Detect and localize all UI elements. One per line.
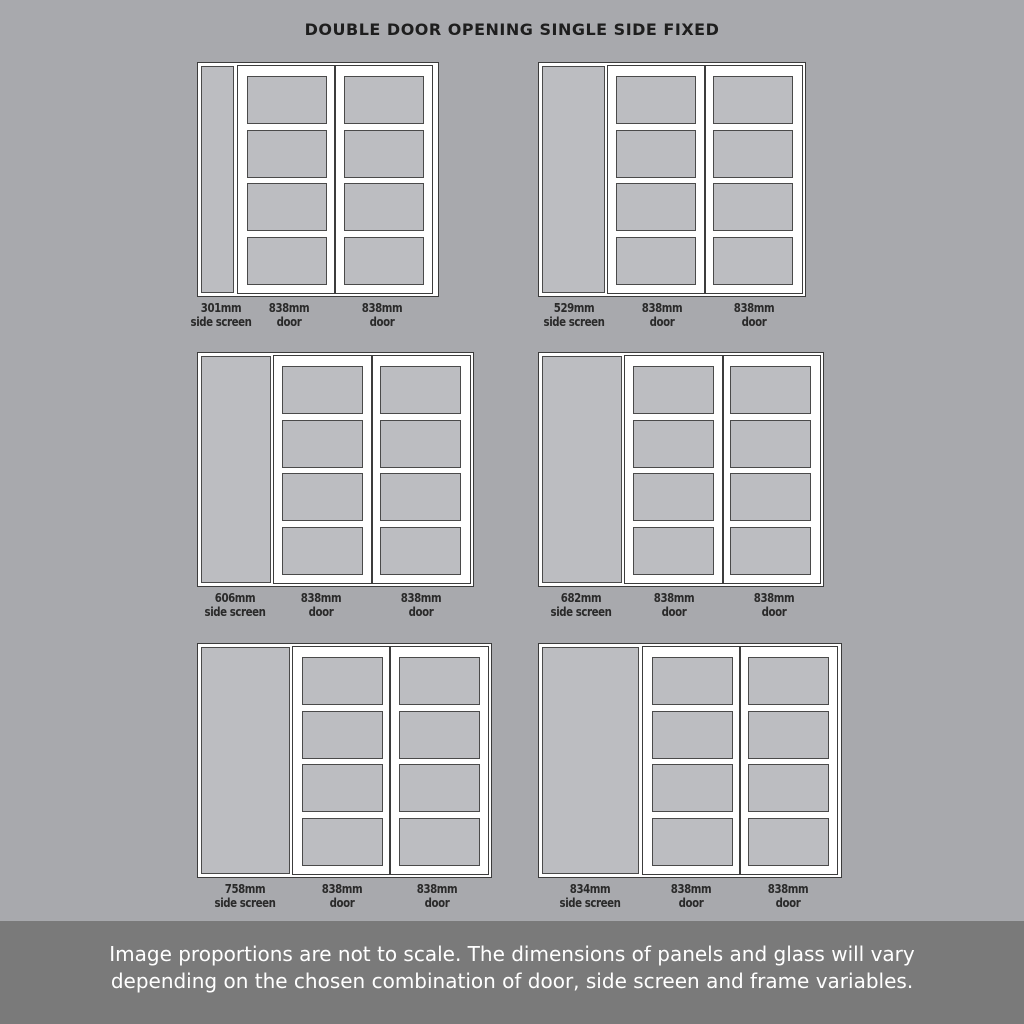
glass-pane bbox=[616, 76, 696, 124]
door-left bbox=[624, 355, 723, 584]
glass-pane bbox=[302, 657, 383, 705]
door-right-label: 838mm door bbox=[753, 591, 795, 619]
glass-pane bbox=[633, 366, 714, 414]
side-screen-glass bbox=[201, 356, 271, 583]
page-title: DOUBLE DOOR OPENING SINGLE SIDE FIXED bbox=[304, 20, 720, 39]
door-right-label: 838mm door bbox=[416, 882, 458, 910]
glass-pane bbox=[713, 237, 793, 285]
config-301-side-screen bbox=[190, 62, 439, 329]
glass-pane bbox=[730, 366, 811, 414]
glass-pane bbox=[302, 711, 383, 759]
door-right bbox=[740, 646, 838, 875]
side-screen-label: 682mm side screen bbox=[550, 591, 612, 619]
door-left-label: 838mm door bbox=[670, 882, 712, 910]
config-758-side-screen bbox=[197, 643, 492, 910]
glass-pane bbox=[247, 76, 327, 124]
door-right-label: 838mm door bbox=[400, 591, 442, 619]
side-screen-glass bbox=[542, 356, 622, 583]
door-right bbox=[705, 65, 803, 294]
door-left bbox=[237, 65, 335, 294]
config-606-side-screen bbox=[197, 352, 474, 619]
door-right bbox=[335, 65, 433, 294]
door-left-label: 838mm door bbox=[300, 591, 342, 619]
glass-pane bbox=[380, 473, 461, 521]
glass-pane bbox=[748, 711, 829, 759]
side-screen-glass bbox=[201, 66, 234, 293]
glass-pane bbox=[616, 130, 696, 178]
disclaimer-line-2: depending on the chosen combination of door, side screen and frame variables. bbox=[110, 969, 914, 993]
glass-pane bbox=[282, 366, 363, 414]
glass-pane bbox=[713, 183, 793, 231]
side-screen-glass bbox=[542, 647, 639, 874]
disclaimer-text bbox=[0, 941, 1024, 995]
glass-pane bbox=[633, 420, 714, 468]
glass-pane bbox=[399, 657, 480, 705]
door-left-label: 838mm door bbox=[268, 301, 310, 329]
door-right bbox=[723, 355, 821, 584]
door-right bbox=[372, 355, 471, 584]
glass-pane bbox=[633, 473, 714, 521]
glass-pane bbox=[399, 818, 480, 866]
glass-pane bbox=[616, 183, 696, 231]
glass-pane bbox=[380, 366, 461, 414]
config-529-side-screen bbox=[538, 62, 806, 329]
glass-pane bbox=[344, 130, 424, 178]
glass-pane bbox=[282, 420, 363, 468]
glass-pane bbox=[748, 657, 829, 705]
glass-pane bbox=[652, 657, 733, 705]
footer-disclaimer bbox=[0, 921, 1024, 1024]
side-screen-glass bbox=[542, 66, 605, 293]
glass-pane bbox=[247, 183, 327, 231]
glass-pane bbox=[282, 527, 363, 575]
glass-pane bbox=[399, 764, 480, 812]
glass-pane bbox=[748, 764, 829, 812]
disclaimer-line-1: Image proportions are not to scale. The dimensions of panels and glass will vary bbox=[109, 942, 915, 966]
glass-pane bbox=[652, 711, 733, 759]
side-screen-label: 834mm side screen bbox=[559, 882, 621, 910]
door-left-label: 838mm door bbox=[641, 301, 683, 329]
glass-pane bbox=[399, 711, 480, 759]
door-left-label: 838mm door bbox=[653, 591, 695, 619]
side-screen-label: 758mm side screen bbox=[214, 882, 276, 910]
door-right-label: 838mm door bbox=[733, 301, 775, 329]
glass-pane bbox=[247, 130, 327, 178]
glass-pane bbox=[730, 527, 811, 575]
door-left bbox=[292, 646, 390, 875]
side-screen-label: 301mm side screen bbox=[190, 301, 252, 329]
glass-pane bbox=[713, 130, 793, 178]
glass-pane bbox=[652, 764, 733, 812]
glass-pane bbox=[633, 527, 714, 575]
door-right-label: 838mm door bbox=[361, 301, 403, 329]
glass-pane bbox=[380, 420, 461, 468]
door-left-label: 838mm door bbox=[321, 882, 363, 910]
glass-pane bbox=[616, 237, 696, 285]
side-screen-label: 606mm side screen bbox=[204, 591, 266, 619]
glass-pane bbox=[713, 76, 793, 124]
glass-pane bbox=[748, 818, 829, 866]
glass-pane bbox=[344, 237, 424, 285]
glass-pane bbox=[282, 473, 363, 521]
config-834-side-screen bbox=[538, 643, 842, 910]
config-682-side-screen bbox=[538, 352, 824, 619]
glass-pane bbox=[652, 818, 733, 866]
glass-pane bbox=[247, 237, 327, 285]
glass-pane bbox=[730, 420, 811, 468]
glass-pane bbox=[344, 183, 424, 231]
glass-pane bbox=[302, 818, 383, 866]
side-screen-glass bbox=[201, 647, 290, 874]
glass-pane bbox=[380, 527, 461, 575]
door-left bbox=[607, 65, 705, 294]
door-right-label: 838mm door bbox=[767, 882, 809, 910]
door-left bbox=[642, 646, 740, 875]
side-screen-label: 529mm side screen bbox=[543, 301, 605, 329]
door-left bbox=[273, 355, 372, 584]
glass-pane bbox=[302, 764, 383, 812]
door-right bbox=[390, 646, 489, 875]
glass-pane bbox=[344, 76, 424, 124]
glass-pane bbox=[730, 473, 811, 521]
